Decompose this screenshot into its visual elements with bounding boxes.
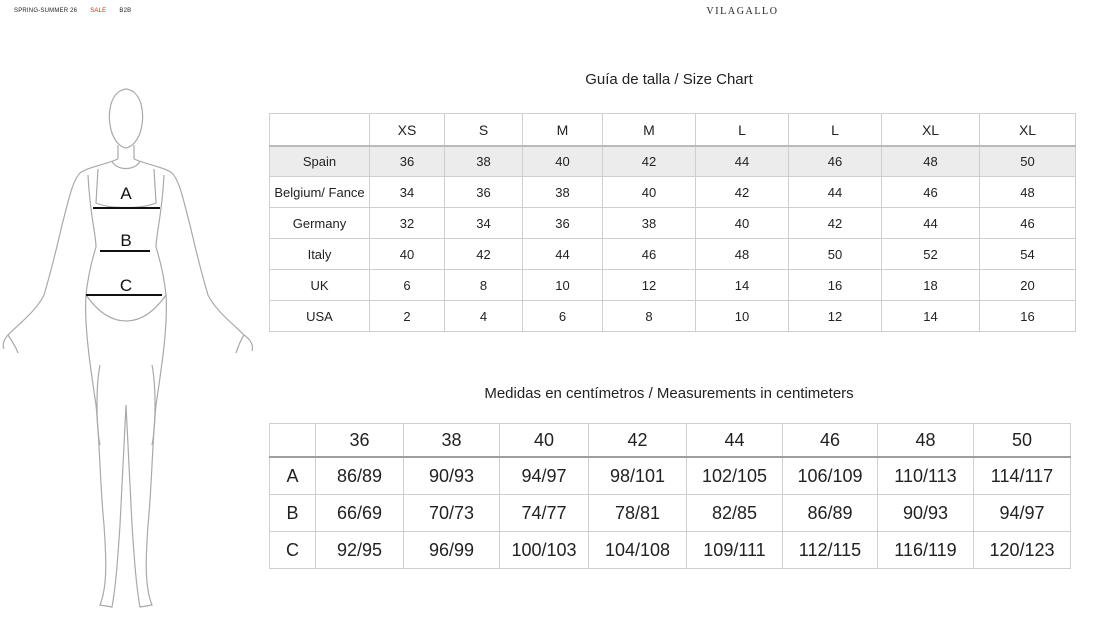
measurements-corner-cell [270, 424, 316, 458]
size-chart-header-row [270, 114, 1076, 147]
measurements-table [269, 423, 1071, 569]
table-cell: 44 [789, 177, 882, 208]
size-header: XL [882, 114, 980, 147]
table-cell: 66/69 [316, 495, 404, 532]
table-cell: 12 [603, 270, 696, 301]
table-cell: 92/95 [316, 532, 404, 569]
table-cell: 74/77 [500, 495, 589, 532]
size-chart-table [269, 113, 1076, 332]
size-header: XS [370, 114, 445, 147]
table-cell: 40 [696, 208, 789, 239]
table-cell: 16 [789, 270, 882, 301]
nav-link-sale[interactable]: SALE [90, 8, 107, 14]
table-cell: 44 [696, 146, 789, 177]
brand-logo[interactable] [0, 6, 1112, 17]
size-header: S [445, 114, 523, 147]
table-row-belgium [270, 177, 1076, 208]
table-cell: 46 [980, 208, 1076, 239]
measurement-row-a [270, 457, 1071, 495]
table-cell: 46 [789, 146, 882, 177]
table-cell: 16 [980, 301, 1076, 332]
row-label: UK [270, 270, 370, 301]
size-header: M [523, 114, 603, 147]
table-row-italy [270, 239, 1076, 270]
table-cell: 90/93 [878, 495, 974, 532]
table-cell: 109/111 [687, 532, 783, 569]
table-cell: 86/89 [316, 457, 404, 495]
figure-label-c: C [119, 276, 133, 295]
table-cell: 94/97 [500, 457, 589, 495]
table-cell: 86/89 [783, 495, 878, 532]
table-cell: 6 [370, 270, 445, 301]
row-label: Italy [270, 239, 370, 270]
table-cell: 44 [882, 208, 980, 239]
table-cell: 34 [370, 177, 445, 208]
table-cell: 50 [789, 239, 882, 270]
table-cell: 42 [603, 146, 696, 177]
table-cell: 38 [523, 177, 603, 208]
table-cell: 96/99 [404, 532, 500, 569]
size-chart-corner-cell [270, 114, 370, 147]
table-cell: 42 [445, 239, 523, 270]
table-cell: 4 [445, 301, 523, 332]
table-cell: 48 [696, 239, 789, 270]
table-cell: 82/85 [687, 495, 783, 532]
measurement-header: 38 [404, 424, 500, 458]
row-label: Belgium/ Fance [270, 177, 370, 208]
table-cell: 32 [370, 208, 445, 239]
row-label: A [270, 457, 316, 495]
measurement-header: 40 [500, 424, 589, 458]
table-cell: 8 [603, 301, 696, 332]
nav-link-b2b[interactable]: B2B [119, 8, 132, 14]
table-cell: 12 [789, 301, 882, 332]
table-cell: 44 [523, 239, 603, 270]
figure-outline [3, 89, 252, 607]
row-label: Germany [270, 208, 370, 239]
table-cell: 110/113 [878, 457, 974, 495]
table-cell: 70/73 [404, 495, 500, 532]
table-cell: 94/97 [974, 495, 1071, 532]
table-cell: 40 [603, 177, 696, 208]
size-chart-title: Guía de talla / Size Chart [585, 71, 753, 88]
table-cell: 38 [445, 146, 523, 177]
measurements-title: Medidas en centímetros / Measurements in centimeters [484, 385, 854, 402]
table-cell: 18 [882, 270, 980, 301]
table-cell: 48 [980, 177, 1076, 208]
measurement-header: 46 [783, 424, 878, 458]
brand-name: VILAGALLO [706, 6, 779, 17]
table-cell: 10 [523, 270, 603, 301]
size-header: M [603, 114, 696, 147]
table-cell: 78/81 [589, 495, 687, 532]
table-cell: 36 [523, 208, 603, 239]
table-cell: 38 [603, 208, 696, 239]
table-cell: 112/115 [783, 532, 878, 569]
measurement-header: 44 [687, 424, 783, 458]
table-cell: 46 [882, 177, 980, 208]
table-cell: 42 [789, 208, 882, 239]
table-cell: 36 [445, 177, 523, 208]
table-cell: 40 [370, 239, 445, 270]
table-cell: 50 [980, 146, 1076, 177]
table-cell: 98/101 [589, 457, 687, 495]
table-cell: 8 [445, 270, 523, 301]
measurements-header-row [270, 424, 1071, 458]
table-cell: 48 [882, 146, 980, 177]
table-cell: 116/119 [878, 532, 974, 569]
table-row-usa [270, 301, 1076, 332]
measurement-header: 48 [878, 424, 974, 458]
table-cell: 114/117 [974, 457, 1071, 495]
table-row-germany [270, 208, 1076, 239]
row-label: USA [270, 301, 370, 332]
table-cell: 6 [523, 301, 603, 332]
body-measurement-figure [0, 85, 260, 615]
table-cell: 42 [696, 177, 789, 208]
table-cell: 54 [980, 239, 1076, 270]
size-header: L [696, 114, 789, 147]
table-cell: 34 [445, 208, 523, 239]
table-cell: 36 [370, 146, 445, 177]
measurement-row-b [270, 495, 1071, 532]
row-label: C [270, 532, 316, 569]
table-row-spain [270, 146, 1076, 177]
table-cell: 102/105 [687, 457, 783, 495]
measurement-header: 42 [589, 424, 687, 458]
size-header: XL [980, 114, 1076, 147]
size-header: L [789, 114, 882, 147]
table-cell: 14 [696, 270, 789, 301]
row-label: Spain [270, 146, 370, 177]
table-cell: 2 [370, 301, 445, 332]
table-cell: 40 [523, 146, 603, 177]
table-cell: 14 [882, 301, 980, 332]
table-cell: 90/93 [404, 457, 500, 495]
table-row-uk [270, 270, 1076, 301]
table-cell: 100/103 [500, 532, 589, 569]
measurement-header: 50 [974, 424, 1071, 458]
figure-label-a: A [120, 184, 132, 203]
table-cell: 10 [696, 301, 789, 332]
figure-label-b: B [120, 231, 132, 250]
table-cell: 20 [980, 270, 1076, 301]
table-cell: 120/123 [974, 532, 1071, 569]
row-label: B [270, 495, 316, 532]
table-cell: 46 [603, 239, 696, 270]
table-cell: 106/109 [783, 457, 878, 495]
measurement-row-c [270, 532, 1071, 569]
table-cell: 104/108 [589, 532, 687, 569]
table-cell: 52 [882, 239, 980, 270]
nav-link-spring-summer[interactable]: SPRING-SUMMER 26 [14, 8, 78, 14]
measurement-header: 36 [316, 424, 404, 458]
